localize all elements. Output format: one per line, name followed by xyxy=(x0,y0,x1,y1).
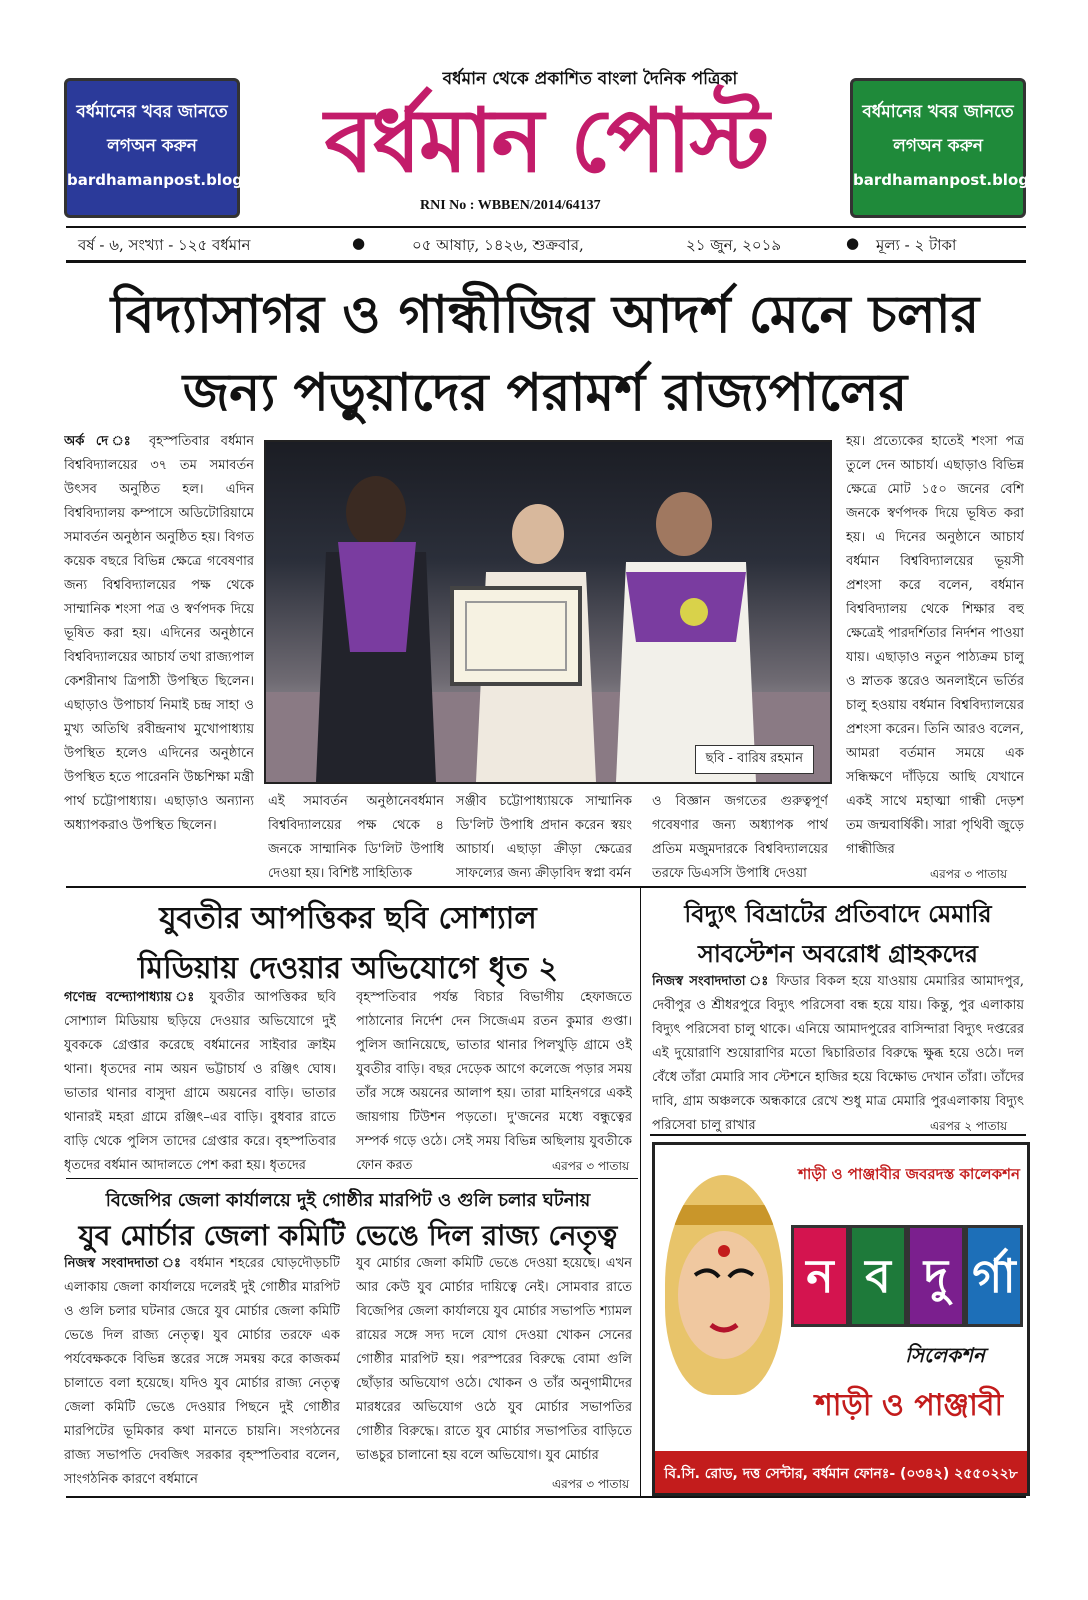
story4-byline: নিজস্ব সংবাদদাতা ঃ xyxy=(64,1256,184,1271)
promo-box-right xyxy=(850,78,1088,218)
lead-continued: এরপর ৩ পাতায় xyxy=(930,867,1008,881)
story2-column-1 xyxy=(64,986,336,1178)
goddess-face-icon xyxy=(665,1175,783,1395)
rni-number: RNI No : WBBEN/2014/64137 xyxy=(420,198,601,213)
ad-letter-1: ন xyxy=(791,1225,849,1327)
convocation-photo xyxy=(264,440,832,784)
story2-continued: এরপর ৩ পাতায় xyxy=(552,1159,630,1173)
lead-column-5 xyxy=(846,430,1024,860)
lead-col4-text: ও বিজ্ঞান জগতের গুরুত্বপূর্ণ গবেষণার জন্য অধ্যাপক পার্থ প্রতিম মজুমদারকে বিশ্ববিদ্যালয়ের তরফে ডিএসসি উপাধি দেওয়া xyxy=(652,794,828,881)
story4-continued: এরপর ৩ পাতায় xyxy=(552,1477,630,1491)
photo-person-1-stole xyxy=(338,542,416,652)
story2-headline-line2: মিডিয়ায় দেওয়ার অভিযোগে ধৃত ২ xyxy=(137,951,559,986)
ad-product: শাড়ী ও পাঞ্জাবী xyxy=(814,1388,1004,1423)
promo-right-line2: লগঅন করুন xyxy=(893,136,983,156)
story3-headline-line1: বিদ্যুৎ বিভ্রাটের প্রতিবাদে মেমারি xyxy=(684,900,992,928)
story2-byline: গণেন্দ্র বন্দ্যোপাধ্যায় ঃ xyxy=(64,990,200,1005)
promo-left-url[interactable]: bardhamanpost.blogspot.in xyxy=(67,171,302,189)
ad-address: বি.সি. রোড, দত্ত সেন্টার, বর্ধমান ফোনঃ- (০৩৪২) ২৫৫০২২৮ xyxy=(664,1466,1018,1482)
ad-top-line: শাড়ী ও পাঞ্জাবীর জবরদস্ত কালেকশন xyxy=(798,1165,1020,1183)
lead-col1-text: বৃহস্পতিবার বর্ধমান বিশ্ববিদ্যালয়ের ৩৭ তম সমাবর্তন উৎসব অনুষ্ঠিত হল। এদিন বিশ্ববিদ্যালয় কম্পাসে অডিটোরিয়ামে সমাবর্তন অনুষ্ঠান অনুষ্ঠিত হয়। বিগত কয়েক বছরে বিভিন্ন ক্ষেত্রে গবেষণার জন্য বিশ্ববিদ্যালয়ের পক্ষ থেকে সাম্মানিক শংসা পত্র ও স্বর্ণপদক দিয়ে ভূষিত করা হয়। এদিনের অনুষ্ঠানে বিশ্ববিদ্যালয়ের আচার্য তথা রাজ্যপাল কেশরীনাথ ত্রিপাঠী উপস্থিত ছিলেন। এছাড়াও উপাচার্য নিমাই চন্দ্র সাহা ও মুখ্য অতিথি রবীন্দ্রনাথ মুখোপাধ্যায় উপস্থিত হলেও এদিনের অনুষ্ঠানে উপস্থিত হতে পারেননি উচ্চশিক্ষা মন্ত্রী পার্থ চট্টোপাধ্যায়। এছাড়াও অন্যান্য অধ্যাপকরাও উপস্থিত ছিলেন। xyxy=(64,434,254,833)
story3-body xyxy=(652,970,1024,1138)
story2-col1-text: যুবতীর আপত্তিকর ছবি সোশ্যাল মিডিয়ায় ছড়িয়ে দেওয়ার অভিযোগে দুই যুবককে গ্রেপ্তার করেছে বর্ধমানের সাইবার ক্রাইম থানা। ধৃতদের নাম অয়ন ভট্টাচার্য ও রঞ্জিৎ ঘোষ। ভাতার থানার বাসুদা গ্রামে অয়নের বাড়ি। ভাতার থানারই মহরা গ্রামে রঞ্জিৎ–এর বাড়ি। বুধবার রাতে বাড়ি থেকে পুলিস তাদের গ্রেপ্তার করে। বৃহস্পতিবার ধৃতদের বর্ধমান আদালতে পেশ করা হয়। ধৃতদের xyxy=(64,990,336,1173)
story2-headline-line1: যুবতীর আপত্তিকর ছবি সোশ্যাল xyxy=(159,901,537,936)
lead-col5-text: হয়। প্রত্যেকের হাতেই শংসা পত্র তুলে দেন আচার্য। এছাড়াও বিভিন্ন ক্ষেত্রে মোট ১৫০ জনের বেশি জনকে স্বর্ণপদক দিয়ে ভূষিত করা হয়। এ দিনের অনুষ্ঠানে আচার্য বর্ধমান বিশ্ববিদ্যালয়ের ভূয়সী প্রশংসা করে বলেন, বর্ধমান বিশ্ববিদ্যালয় থেকে শিক্ষার বহু ক্ষেত্রেই পারদর্শিতার নির্দশন পাওয়া যায়। এছাড়াও নতুন পাঠ্যক্রম চালু ও স্নাতক স্তরেও অনলাইনে ভর্তির চালু হওয়ায় বর্ধমান বিশ্ববিদ্যালয়ের প্রশংসা করেন। তিনি আরও বলেন, আমরা বর্তমান সময়ে এক সন্ধিক্ষণে দাঁড়িয়ে আছি যেখানে একই সাথে মহাত্মা গান্ধী দেড়শ তম জন্মবার্ষিকী। সারা পৃথিবী জুড়ে গান্ধীজির xyxy=(846,434,1024,857)
photo-person-2-head xyxy=(512,504,564,564)
price: মূল্য - ২ টাকা xyxy=(876,236,957,254)
goddess-bindi xyxy=(718,1245,730,1257)
photo-caption: ছবি - বারিষ রহমান xyxy=(695,745,814,774)
lead-headline-line2: জন্য পড়ুয়াদের পরামর্শ রাজ্যপালের xyxy=(182,363,908,423)
lead-col3-text: সঞ্জীব চট্টোপাধ্যায়কে সাম্মানিক ডি'লিট উপাধি প্রদান করেন স্বয়ং আচার্য। এছাড়া ক্রীড়া ক্ষেত্রের সাফল্যের জন্য ক্রীড়াবিদ স্বপ্না বর্মন xyxy=(456,794,632,881)
story4-col1-text: বর্ধমান শহরের ঘোড়দৌড়চটি এলাকায় জেলা কার্যালয়ে দলেরই দুই গোষ্ঠীর মারপিট ও গুলি চলার ঘটনার জেরে যুব মোর্চার জেলা কমিটি ভেঙে দিল রাজ্য নেতৃত্ব। যুব মোর্চার তরফে এক পর্যবেক্ষককে বিভিন্ন স্তরের সঙ্গে সমন্বয় করে কাজকর্ম চালাতে বলা হয়েছে। যদিও যুব মোর্চার রাজ্য নেতৃত্ব জেলা কমিটি ভেঙে দেওয়ার পিছনে দুই গোষ্ঠীর মারপিটের ভূমিকার কথা মানতে চায়নি। সংগঠনের রাজ্য সভাপতি দেবজিৎ সরকার বৃহস্পতিবার বলেন, সাংগঠনিক কারণে বর্ধমানে xyxy=(64,1256,340,1487)
story3-rule xyxy=(650,1134,1026,1136)
ad-letter-3: দু xyxy=(907,1225,965,1327)
photo-person-1-head xyxy=(346,476,406,548)
goddess-illustration xyxy=(665,1175,783,1395)
lead-byline: অর্ক দে ঃ xyxy=(64,434,138,449)
story3-body-text: ফিডার বিকল হয়ে যাওয়ায় মেমারির আমাদপুর, দেবীপুর ও শ্রীধরপুরে বিদ্যুৎ পরিসেবা বন্ধ হয়ে যায়। কিন্তু, পুর এলাকায় বিদ্যুৎ পরিসেবা চালু থাকে। এনিয়ে আমাদপুরের বাসিন্দারা বিদ্যুৎ দপ্তরের এই দুয়োরাণি শুয়োরাণির মতো দ্বিচারিতার বিরুদ্ধে ক্ষুব্ধ হয়ে ওঠে। দল বেঁধে তাঁরা মেমারি সাব স্টেশনে হাজির হয়ে বিক্ষোভ দেখান তাঁরা। তাঁদের দাবি, গ্রাম অঞ্চলকে অন্ধকারে রেখে শুধু মাত্র মেমারি পুরএলাকায় বিদ্যুৎ পরিসেবা চালু রাখার xyxy=(652,974,1024,1133)
vertical-divider xyxy=(640,888,641,1498)
story2-column-2 xyxy=(356,986,632,1178)
bengali-date: ০৫ আষাঢ়, ১৪২৬, শুক্রবার, xyxy=(412,236,584,254)
promo-left-line1: বর্ধমানের খবর জানতে xyxy=(76,102,228,122)
lead-rule xyxy=(66,886,1026,888)
bottom-rule xyxy=(66,1496,1026,1498)
info-bar xyxy=(66,228,1026,260)
photo-person-3-head xyxy=(656,492,712,556)
ad-letter-4: র্গা xyxy=(965,1225,1023,1327)
ad-address-bar xyxy=(655,1451,1027,1493)
promo-right-line1: বর্ধমানের খবর জানতে xyxy=(862,102,1014,122)
goddess-crown xyxy=(675,1205,773,1225)
story4-col2-text: যুব মোর্চার জেলা কমিটি ভেঙে দেওয়া হয়েছে। এখন আর কেউ যুব মোর্চার দায়িত্বে নেই। সোমবার রাতে বিজেপির জেলা কার্যালয়ে যুব মোর্চার সভাপতি শ্যামল রায়ের সঙ্গে সদ্য দলে যোগ দেওয়া খোকন সেনের গোষ্ঠীর মারপিট হয়। পরস্পরের বিরুদ্ধে বোমা গুলি ছোঁড়ার অভিযোগ ওঠে। খোকন ও তাঁর অনুগামীদের মারধরের অভিযোগ ওঠে যুব মোর্চার সভাপতির গোষ্ঠীর বিরুদ্ধে। রাতে যুব মোর্চার সভাপতির বাড়িতে ভাঙচুর চালানো হয় বলে অভিযোগ। যুব মোর্চার xyxy=(356,1256,632,1463)
lead-column-4 xyxy=(652,790,828,884)
story3-byline: নিজস্ব সংবাদদাতা ঃ xyxy=(652,974,771,989)
story2-col2-text: বৃহস্পতিবার পর্যন্ত বিচার বিভাগীয় হেফাজতে পাঠানোর নির্দেশ দেন সিজেএম রতন কুমার গুপ্তা। পুলিস জানিয়েছে, ভাতার থানার পিলখুড়ি গ্রামে ওই যুবতীর বাড়ি। বছর দেড়েক আগে কলেজে পড়ার সময় তাঁর সঙ্গে অয়নের আলাপ হয়। তারা মাহিনগরে একই জায়গায় টিউশন পড়তো। দু'জনের মধ্যে বন্ধুত্বের সম্পর্ক গড়ে ওঠে। সেই সময় বিভিন্ন অছিলায় যুবতীকে ফোন করত xyxy=(356,990,632,1173)
lead-headline-line1: বিদ্যাসাগর ও গান্ধীজির আদর্শ মেনে চলার xyxy=(110,285,980,345)
photo-badge xyxy=(680,598,708,626)
promo-left-line2: লগঅন করুন xyxy=(107,136,197,156)
story4-headline: যুব মোর্চার জেলা কমিটি ভেঙে দিল রাজ্য নেতৃত্ব xyxy=(78,1219,618,1252)
ad-letter-2: ব xyxy=(849,1225,907,1327)
story4-kicker: বিজেপির জেলা কার্যালয়ে দুই গোষ্ঠীর মারপিট ও গুলি চলার ঘটনায় xyxy=(105,1190,591,1211)
ad-selection: সিলেকশন xyxy=(905,1343,985,1367)
story4-column-2 xyxy=(356,1252,632,1478)
navadurga-advertisement xyxy=(652,1142,1030,1496)
photo-illustration xyxy=(266,442,830,782)
bullet-2: ● xyxy=(846,234,860,252)
tagline: বর্ধমান থেকে প্রকাশিত বাংলা দৈনিক পত্রিকা xyxy=(442,69,738,89)
bullet-1: ● xyxy=(352,234,366,252)
issue-number: বর্ষ - ৬, সংখ্যা - ১২৫ বর্ধমান xyxy=(78,236,251,254)
promo-box-left xyxy=(64,78,302,218)
lead-column-3 xyxy=(456,790,632,884)
masthead-title: বর্ধমান পোস্ট xyxy=(324,89,768,192)
promo-right-url[interactable]: bardhamanpost.blogspot.in xyxy=(853,171,1088,189)
story4-column-1 xyxy=(64,1252,340,1492)
story3-headline-line2: সাবস্টেশন অবরোধ গ্রাহকদের xyxy=(697,940,979,968)
story3-continued: এরপর ২ পাতায় xyxy=(930,1119,1008,1133)
lead-col2-text: এই সমাবর্তন অনুষ্ঠানেবর্ধমান বিশ্ববিদ্যালয়ের পক্ষ থেকে ৪ জনকে সাম্মানিক ডি'লিট উপাধি দেওয়া হয়। বিশিষ্ট সাহিত্যিক xyxy=(268,794,444,881)
lead-column-1 xyxy=(64,430,254,882)
info-bar-rule xyxy=(66,260,1026,263)
story2-rule xyxy=(66,1178,638,1179)
lead-column-2 xyxy=(268,790,444,884)
english-date: ২১ জুন, ২০১৯ xyxy=(686,236,782,254)
